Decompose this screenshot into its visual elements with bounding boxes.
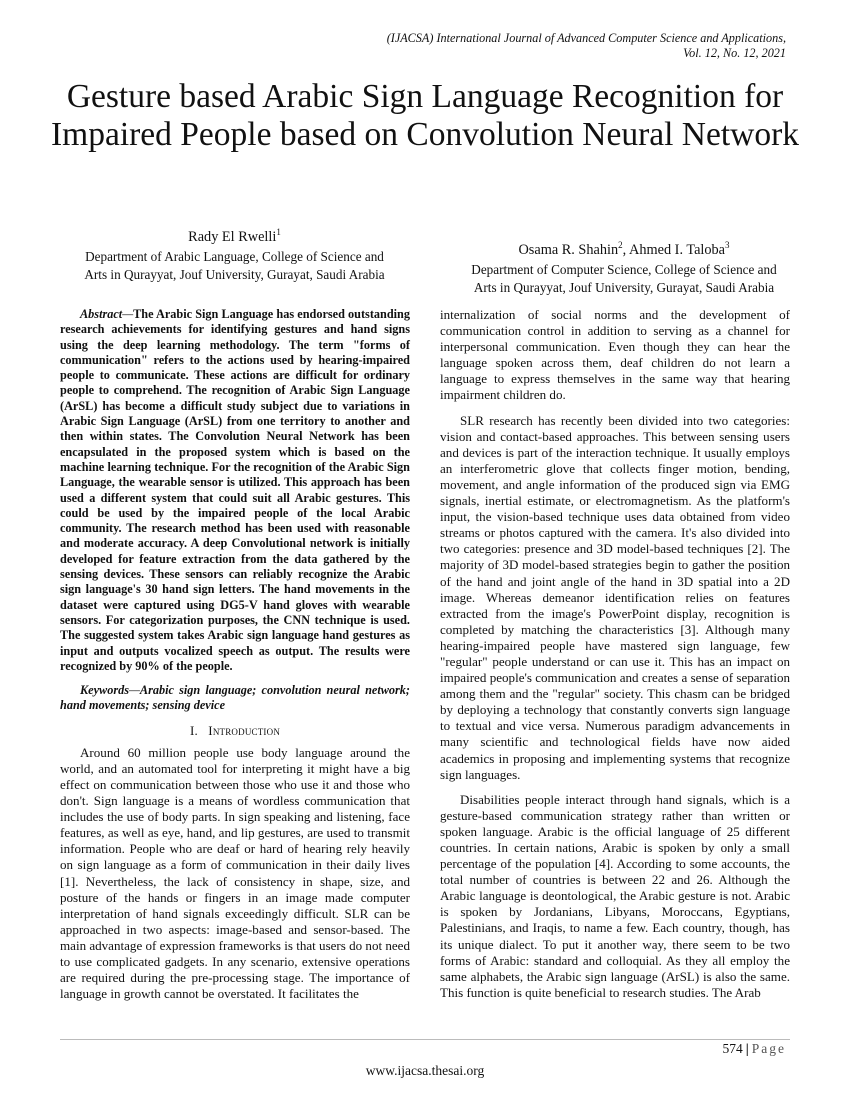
journal-name: (IJACSA) International Journal of Advanced Computer Science and Applications,: [386, 31, 786, 45]
footer-divider: [60, 1039, 790, 1040]
journal-volume: Vol. 12, No. 12, 2021: [683, 46, 786, 60]
abstract: Abstract—The Arabic Sign Language has endorsed outstanding research achievements for identifying gestures and hand signs using the deep learning methodology. The term "forms of communication" refers to the actions used by hearing-impaired people to communicate. These actions are difficult for ordinary people to comprehend. The recognition of Arabic Sign Language (ArSL) has become a difficult study subject due to variations in Arabic Sign Language (ArSL) from one territory to another and then within states. The Convolution Neural Network has been encapsulated in the proposed system which is based on the machine learning technique. For the recognition of the Arabic Sign Language, the wearable sensor is utilized. This approach has been used a different system that could suit all Arabic gestures. This could be used by the impaired people of the local Arabic community. The research method has been used with reasonable and moderate accuracy. A deep Convolutional network is initially developed for feature extraction from the data gathered by the sensing devices. These sensors can reliably recognize the Arabic sign language's 30 hand sign letters. The hand movements in the dataset were captured using DG5-V hand gloves with wearable sensors. For categorization purposes, the CNN technique is used. The suggested system takes Arabic sign language hand gestures as input and outputs vocalized speech as output. The results were recognized by 90% of the people.: [60, 307, 410, 673]
right-column: [440, 307, 790, 1010]
body-paragraph: SLR research has recently been divided into two categories: vision and contact-based approaches. This between sensing users and devices is part of the interaction technique. It usually employs an interferometric glove that collects finger motion, bending, movement, and angle information of the produced sign via EMG signals, inertial estimate, or electromagnetism. As the platform's input, the vision-based technique uses data obtained from video streams or photos captured with the camera. It's also divided into two categories: presence and 3D model-based techniques [2]. The majority of 3D model-based strategies begin to gather the position of the hand and joint angle of the hand in 3D spatial into a 2D image. Whereas demeanor identification relies on features extracted from the image's PowerPoint display, recognition is completed by matching the characteristics [3]. Although many hearing-impaired people have mastered sign language, few "regular" people understand or can use it. This has an impact on impaired people's communication and creates a sense of separation among them and the "regular" society. This chasm can be bridged by deploying a technology that constantly converts sign language to textual and vice versa. Numerous paradigm advancements in many scientific and technological fields have now aided academics in proposing and implementing systems that recognize sign languages.: [440, 412, 790, 782]
body-paragraph: Around 60 million people use body language around the world, and an automated tool for interpreting it might have a big effect on communication between those who use it and those who don't. Sign language is a means of wordless communication that includes the use of body parts. In sign speaking and listening, face features, as well as eye, hand, and lip gestures, are used to transmit information. People who are deaf or hard of hearing rely heavily on sign language as a form of communication in their daily lives [1]. Nevertheless, the lack of consistency in shape, size, and posture of the hands or fingers in an image made computer interpretation of hand signals exceedingly difficult. SLR can be approached in two aspects: image-based and sensor-based. The main advantage of expression frameworks is that users do not need to use complicated gadgets. In any scenario, extensive operations are required during the pre-processing stage. The importance of language in growth cannot be overstated. It facilitates the: [60, 744, 410, 1002]
author-left: [62, 228, 407, 284]
author-affiliation: Department of Arabic Language, College of Science and Arts in Qurayyat, Jouf University, Gurayat, Saudi Arabia: [84, 249, 385, 282]
author-right: [444, 241, 804, 297]
author-name: Rady El Rwelli$^1$: [188, 227, 281, 245]
footer-url: www.ijacsa.thesai.org: [365, 1063, 485, 1078]
author-affiliation: Department of Computer Science, College of Science and Arts in Qurayyat, Jouf University, Gurayat, Saudi Arabia: [471, 262, 777, 295]
journal-header: [266, 31, 786, 61]
body-paragraph: Disabilities people interact through hand signals, which is a gesture-based communication strategy rather than written or spoken language. Arabic is the official language of 25 different countries. In certain nations, Arabic is spoken by only a small percentage of the population [4]. According to some accounts, the total number of countries is between 22 and 26. Although the Arabic language is deontological, the Arabic gesture is not. Arabic is spoken by Jordanians, Libyans, Moroccans, Egyptians, Palestinians, and Iraqis, to name a few. Each country, though, has its unique dialect. To put it another way, there seem to be two forms of Arabic: standard and colloquial. As they all employ the same alphabets, the Arabic sign language (ArSL) is also the same. This function is quite beneficial to research studies. The Arab: [440, 791, 790, 1000]
author-names: Osama R. Shahin$^2$, Ahmed I. Taloba$^3$: [518, 240, 730, 258]
paper-title: Gesture based Arabic Sign Language Recognition for Impaired People based on Convolution Neural Network: [51, 78, 799, 153]
page-number: 574 | Page: [722, 1041, 786, 1056]
keywords: Keywords—Arabic sign language; convolution neural network; hand movements; sensing device: [60, 683, 410, 713]
section-heading: I. Introduction: [189, 722, 281, 738]
body-paragraph: internalization of social norms and the development of communication control in addition to serving as a channel for interpersonal communication. Even though they can hear the language spoken across them, deaf children do not learn a language to express themselves in the same way that hearing impairment children do.: [440, 307, 790, 403]
left-column: [60, 307, 410, 1011]
